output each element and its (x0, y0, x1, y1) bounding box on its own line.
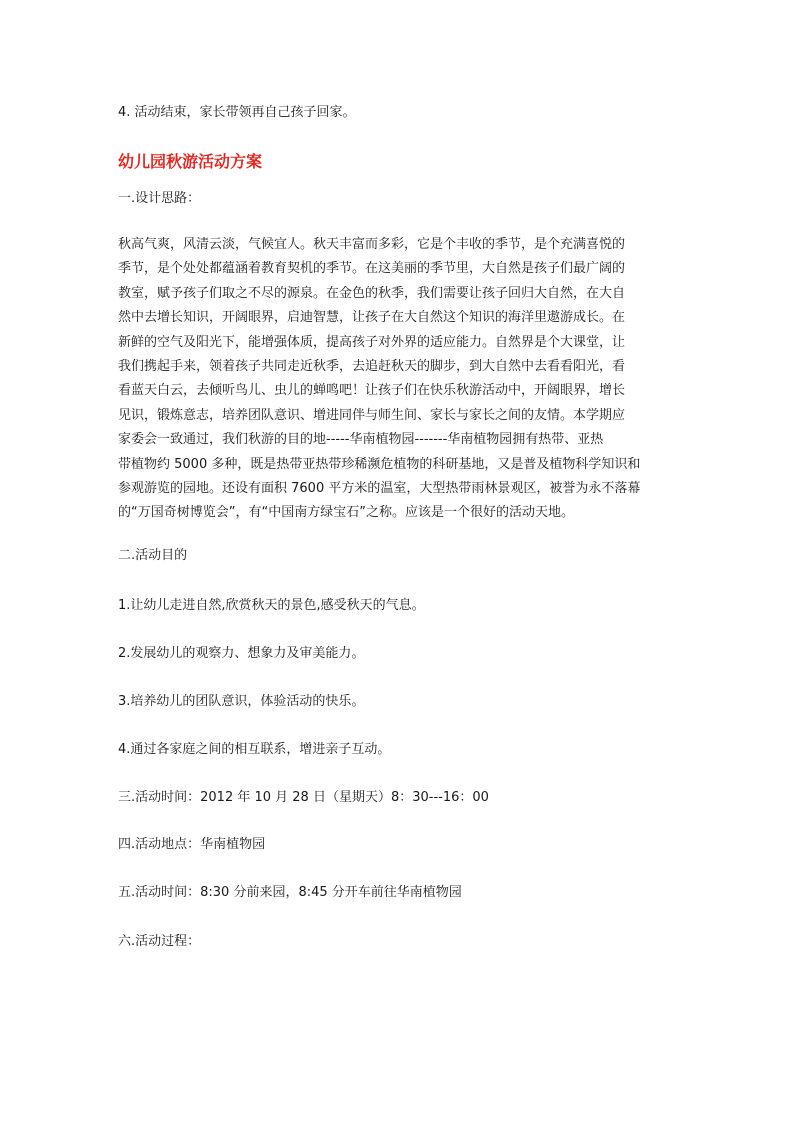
paragraph-line: 我们携起手来，领着孩子共同走近秋季，去追赶秋天的脚步，到大自然中去看看阳光，看 (118, 359, 626, 375)
paragraph-line: 带植物约 5000 多种，既是热带亚热带珍稀濒危植物的科研基地，又是普及植物科学知识和 (118, 456, 641, 472)
goal-3: 3.培养幼儿的团队意识，体验活动的快乐。 (118, 694, 365, 709)
paragraph-line: 看蓝天白云，去倾听鸟儿、虫儿的蝉鸣吧！让孩子们在快乐秋游活动中，开阔眼界，增长 (118, 383, 626, 399)
paragraph-line: 参观游览的园地。还设有面积 7600 平方米的温室，大型热带雨林景观区，被誉为永不落幕 (118, 481, 641, 497)
goal-2: 2.发展幼儿的观察力、想象力及审美能力。 (118, 646, 365, 661)
section-5-schedule: 五.活动时间：8:30 分前来园，8:45 分开车前往华南植物园 (118, 885, 462, 900)
section-1-heading: 一.设计思路： (118, 191, 201, 206)
design-idea-paragraph (118, 233, 678, 526)
document-title: 幼儿园秋游活动方案 (118, 152, 263, 171)
section-3-time: 三.活动时间：2012 年 10 月 28 日（星期天）8：30---16：00 (118, 790, 489, 805)
goal-4: 4.通过各家庭之间的相互联系，增进亲子互动。 (118, 742, 391, 757)
section-6-heading: 六.活动过程： (118, 934, 201, 949)
paragraph-line: 新鲜的空气及阳光下，能增强体质，提高孩子对外界的适应能力。自然界是个大课堂，让 (118, 334, 626, 350)
paragraph-line: 的“万国奇树博览会”，有“中国南方绿宝石”之称。应该是一个很好的活动天地。 (118, 505, 574, 521)
section-2-heading: 二.活动目的 (118, 548, 188, 563)
paragraph-line: 秋高气爽，风清云淡，气候宜人。秋天丰富而多彩，它是个丰收的季节，是个充满喜悦的 (118, 237, 626, 252)
goal-1: 1.让幼儿走进自然,欣赏秋天的景色,感受秋天的气息。 (118, 598, 425, 613)
section-4-location: 四.活动地点：华南植物园 (118, 837, 266, 852)
step-4-text: 4. 活动结束，家长带领再自己孩子回家。 (118, 105, 356, 120)
paragraph-line: 季节，是个处处都蕴涵着教育契机的季节。在这美丽的季节里，大自然是孩子们最广阔的 (118, 261, 626, 277)
paragraph-line: 然中去增长知识，开阔眼界，启迪智慧，让孩子在大自然这个知识的海洋里遨游成长。在 (118, 310, 626, 326)
paragraph-line: 见识，锻炼意志，培养团队意识、增进同伴与师生间、家长与家长之间的友情。本学期应 (118, 407, 626, 423)
paragraph-line: 教室，赋予孩子们取之不尽的源泉。在金色的秋季，我们需要让孩子回归大自然，在大自 (118, 285, 626, 301)
paragraph-line: 家委会一致通过，我们秋游的目的地-----华南植物园-------华南植物园拥有热带、亚热 (118, 432, 604, 448)
